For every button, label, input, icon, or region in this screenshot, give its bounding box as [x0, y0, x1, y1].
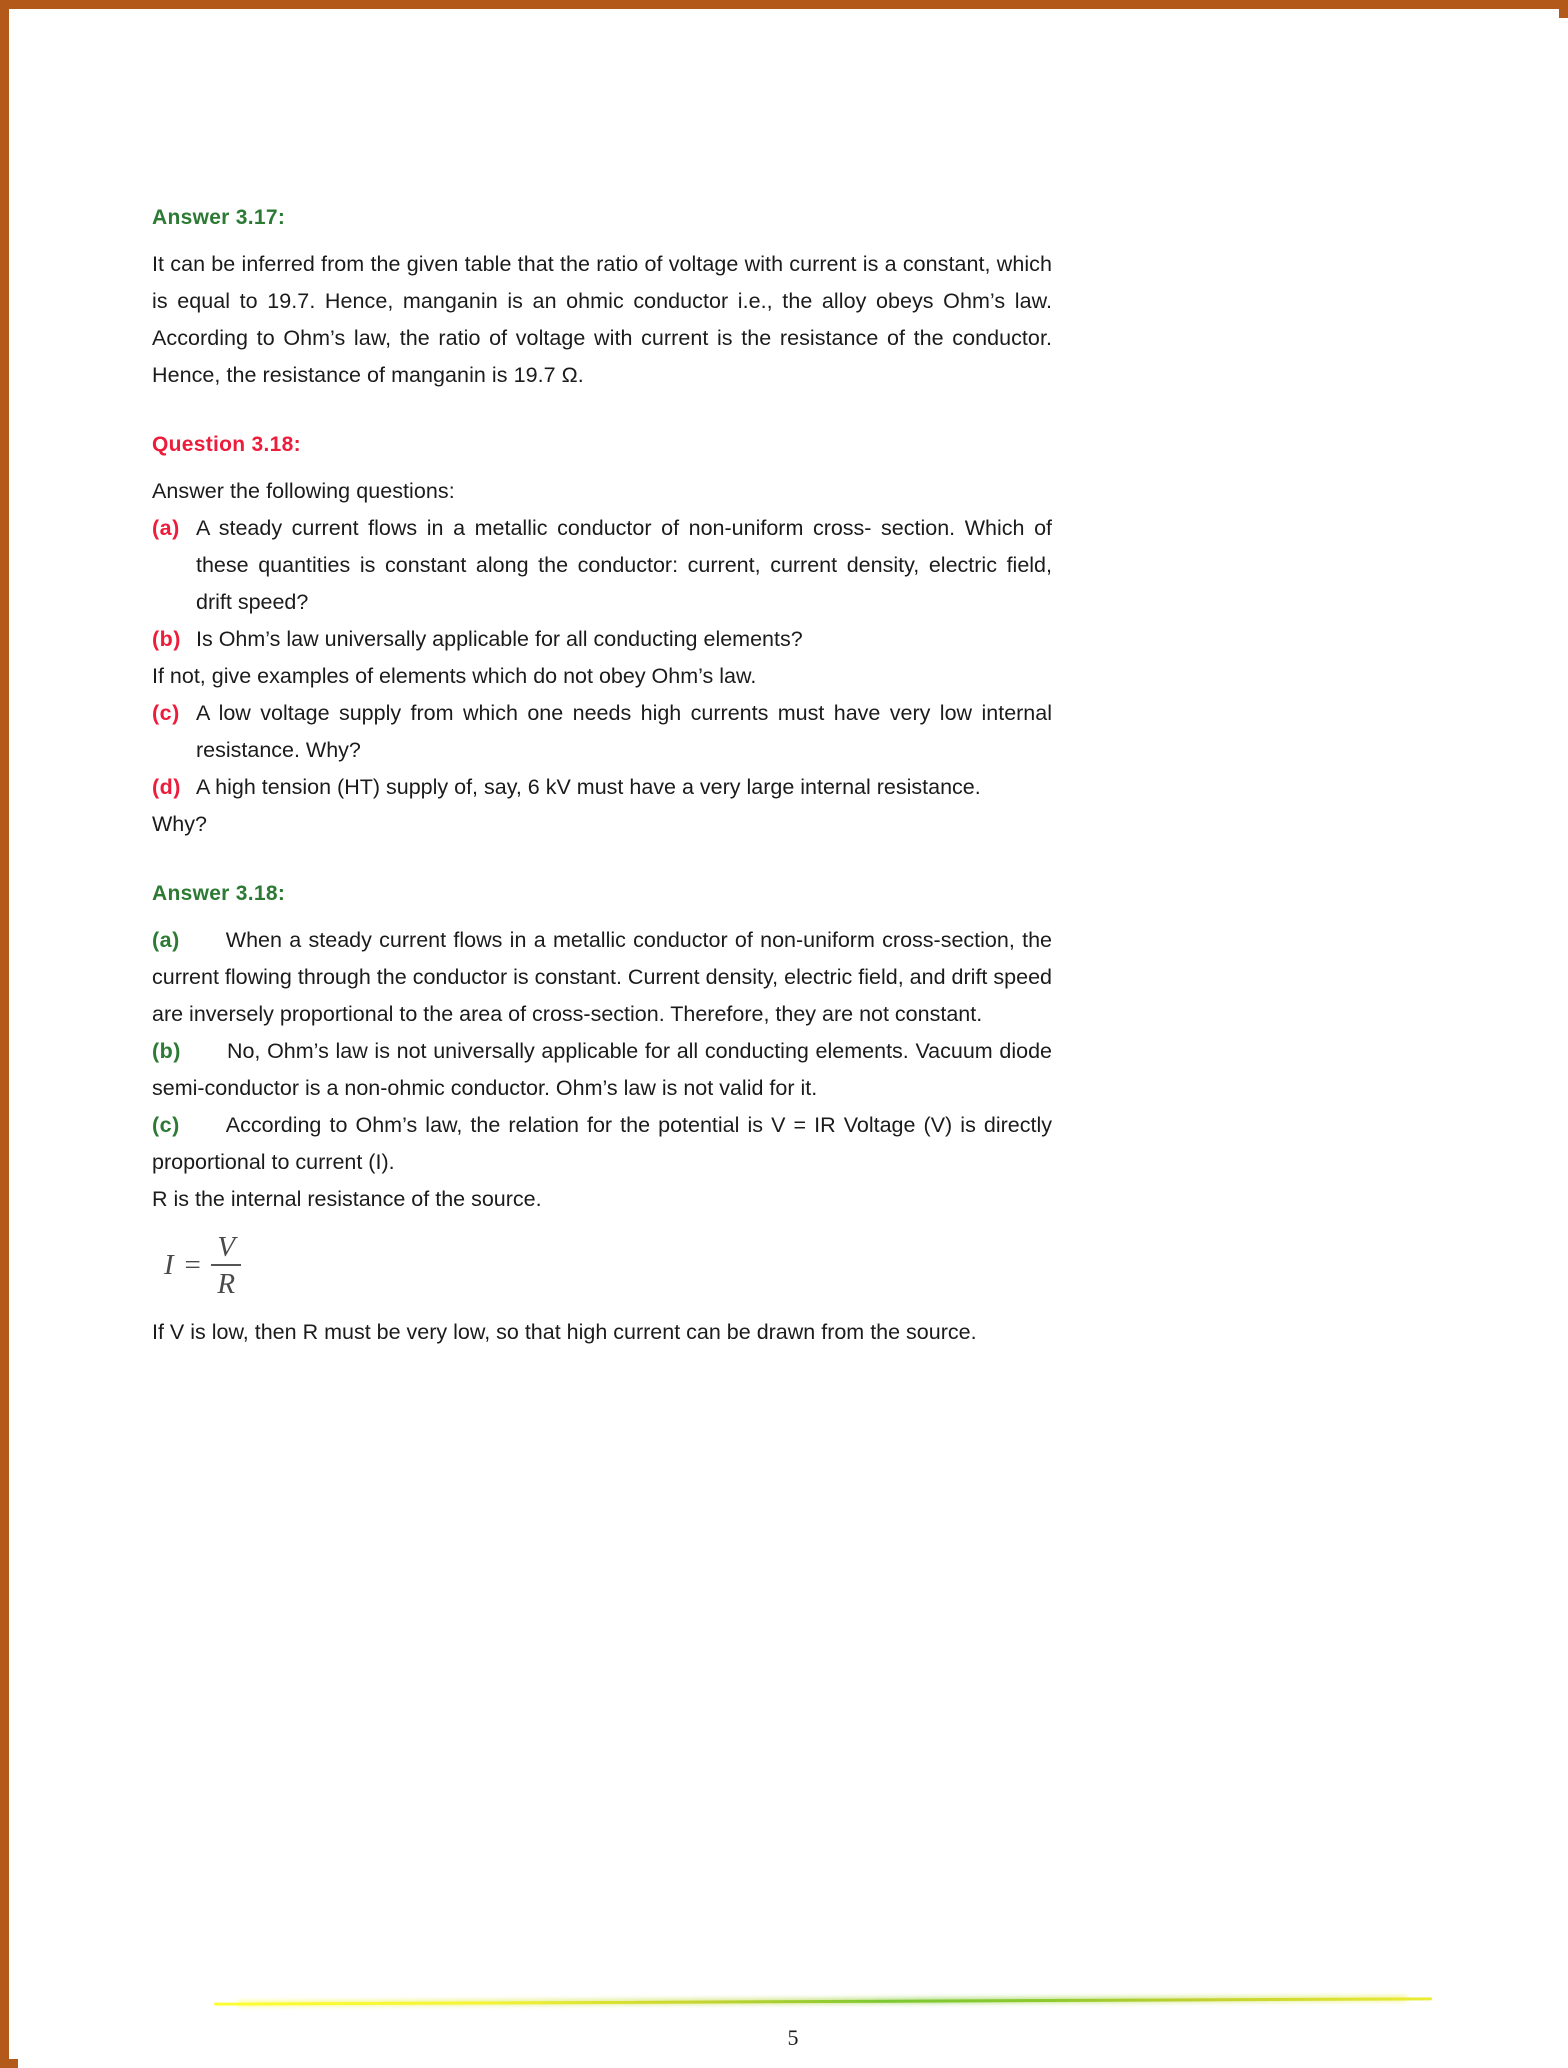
answer-318-heading: Answer 3.18: — [152, 881, 286, 905]
formula-lhs: I — [164, 1249, 174, 1282]
answer-item-b-marker: (b) — [152, 1039, 181, 1064]
page-number: 5 — [787, 2025, 799, 2050]
formula-numerator: V — [217, 1230, 236, 1263]
section-spacer — [152, 394, 1052, 432]
question-318-after-d-line: Why? — [152, 811, 207, 836]
answer-item-a — [152, 922, 1052, 1033]
formula-equals-sign: = — [182, 1249, 203, 1282]
document-content — [152, 205, 1052, 1351]
question-item-b — [152, 621, 1052, 658]
question-item-c-marker: (c) — [152, 701, 180, 726]
formula-denominator: R — [217, 1268, 236, 1301]
question-item-b-text: Is Ohm’s law universally applicable for all conducting elements? — [196, 627, 803, 652]
answer-item-c-text: According to Ohm’s law, the relation for the potential is V = IR Voltage (V) is directly proportional to current (I). — [152, 1112, 1052, 1174]
footer-decorative-rule — [214, 1997, 1432, 2006]
question-item-a-text: A steady current flows in a metallic conductor of non-uniform cross- section. Which of these quantities is constant along the conductor: current, current density, electric field, drift speed? — [196, 516, 1052, 615]
question-318-after-b-line: If not, give examples of elements which do not obey Ohm’s law. — [152, 664, 757, 689]
formula-current-equals-v-over-r — [164, 1232, 241, 1300]
question-item-d — [152, 769, 1052, 806]
question-318-intro: Answer the following questions: — [152, 479, 455, 504]
answer-item-a-marker: (a) — [152, 928, 180, 953]
section-spacer-2 — [152, 843, 1052, 881]
question-item-d-marker: (d) — [152, 775, 181, 799]
answer-318-closing-line: If V is low, then R must be very low, so that high current can be drawn from the source. — [152, 1319, 977, 1344]
question-item-a-marker: (a) — [152, 516, 180, 541]
answer-item-c — [152, 1107, 1052, 1181]
question-item-d-text: A high tension (HT) supply of, say, 6 kV must have a very large internal resistance. — [196, 775, 981, 799]
question-item-c — [152, 695, 1052, 769]
answer-item-b — [152, 1033, 1052, 1107]
internal-resistance-line: R is the internal resistance of the source. — [152, 1186, 542, 1211]
answer-item-a-text: When a steady current flows in a metallic conductor of non-uniform cross-section, the current flowing through the conductor is constant. Current density, electric field, and drift speed are inversely proportional to the area of cross-section. Therefore, they are not constant. — [152, 928, 1052, 1027]
question-item-b-marker: (b) — [152, 627, 181, 652]
formula-fraction — [211, 1232, 241, 1300]
answer-317-heading: Answer 3.17: — [152, 206, 286, 229]
answer-317-paragraph: It can be inferred from the given table that the ratio of voltage with current is a constant, which is equal to 19.7. Hence, manganin is an ohmic conductor i.e., the alloy obeys Ohm’s law. According to Ohm’s law, the ratio of voltage with current is the resistance of the conductor. Hence, the resistance of manganin is 19.7 Ω. — [152, 252, 1052, 388]
question-item-a — [152, 510, 1052, 621]
answer-item-c-marker: (c) — [152, 1112, 180, 1137]
question-item-c-text: A low voltage supply from which one needs high currents must have very low internal resistance. Why? — [196, 701, 1052, 763]
question-318-heading: Question 3.18: — [152, 433, 301, 457]
answer-item-b-text: No, Ohm’s law is not universally applicable for all conducting elements. Vacuum diode semi-conductor is a non-ohmic conductor. Ohm’s law is not valid for it. — [152, 1039, 1052, 1100]
